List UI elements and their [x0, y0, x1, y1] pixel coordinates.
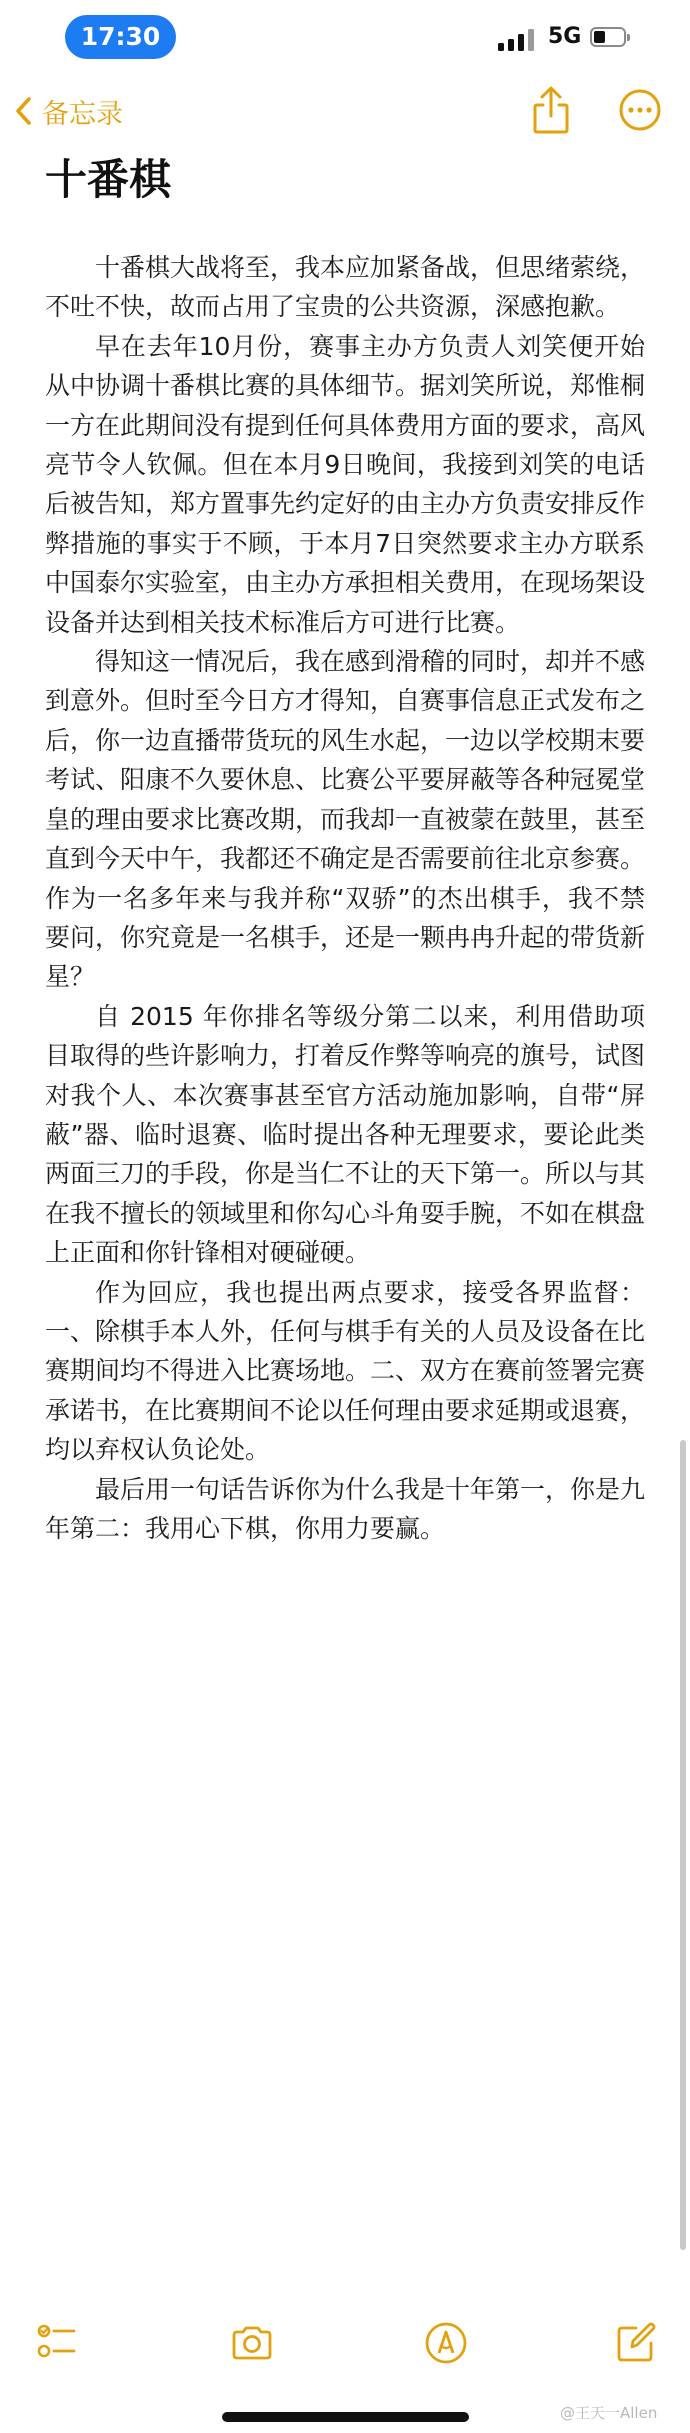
note-paragraph: 自 2015 年你排名等级分第二以来，利用借助项目取得的些许影响力，打着反作弊等响亮的旗号，试图对我个人、本次赛事甚至官方活动施加影响，自带“屏蔽”器、临时退赛、临时提出各种无理要求，要论此类两面三刀的手段，你是当仁不让的天下第一。所以与其在我不擅长的领域里和你勾心斗角耍手腕，不如在棋盘上正面和你针锋相对硬碰硬。: [45, 1001, 646, 1268]
markup-icon: [422, 2319, 470, 2367]
status-bar: [0, 0, 690, 75]
camera-button[interactable]: [228, 2319, 276, 2367]
note-paragraph: 最后用一句话告诉你为什么我是十年第一，你是九年第二：我用心下棋，你用力要赢。: [45, 1474, 646, 1543]
chevron-left-icon: [14, 96, 32, 126]
status-time[interactable]: 17:30: [65, 15, 176, 59]
camera-icon: [228, 2319, 276, 2367]
watermark: @王天一Allen: [560, 2404, 658, 2422]
cellular-signal-icon: [498, 27, 536, 51]
markup-button[interactable]: [422, 2319, 470, 2367]
note-title[interactable]: 十番棋: [45, 155, 172, 204]
more-icon: [618, 88, 662, 132]
scroll-indicator[interactable]: [680, 1440, 686, 2250]
bottom-toolbar: [0, 2315, 690, 2375]
note-paragraph: 早在去年10月份，赛事主办方负责人刘笑便开始从中协调十番棋比赛的具体细节。据刘笑所说，郑惟桐一方在此期间没有提到任何具体费用方面的要求，高风亮节令人钦佩。但在本月9日晚间，我接到刘笑的电话后被告知，郑方置事先约定好的由主办方负责安排反作弊措施的事实于不顾，于本月7日突然要求主办方联系中国泰尔实验室，由主办方承担相关费用，在现场架设设备并达到相关技术标准后方可进行比赛。: [45, 331, 646, 637]
share-icon: [528, 84, 574, 138]
compose-button[interactable]: [612, 2319, 660, 2367]
battery-icon: [590, 27, 632, 49]
share-button[interactable]: [528, 84, 574, 138]
more-button[interactable]: [618, 88, 662, 132]
note-body[interactable]: [45, 248, 645, 1548]
note-paragraph: 十番棋大战将至，我本应加紧备战，但思绪萦绕，不吐不快，故而占用了宝贵的公共资源，深感抱歉。: [45, 253, 646, 322]
network-type-label: 5G: [548, 24, 582, 49]
home-indicator[interactable]: [222, 2412, 469, 2422]
nav-bar: [0, 78, 690, 146]
note-paragraph: 作为回应，我也提出两点要求，接受各界监督：一、除棋手本人外，任何与棋手有关的人员及设备在比赛期间均不得进入比赛场地。二、双方在赛前签署完赛承诺书，在比赛期间不论以任何理由要求延期或退赛，均以弃权认负论处。: [45, 1277, 646, 1465]
checklist-icon: [34, 2319, 82, 2367]
back-button[interactable]: [14, 86, 123, 136]
compose-icon: [612, 2319, 660, 2367]
note-paragraph: 得知这一情况后，我在感到滑稽的同时，却并不感到意外。但时至今日方才得知，自赛事信息正式发布之后，你一边直播带货玩的风生水起，一边以学校期末要考试、阳康不久要休息、比赛公平要屏蔽等各种冠冕堂皇的理由要求比赛改期，而我却一直被蒙在鼓里，甚至直到今天中午，我都还不确定是否需要前往北京参赛。作为一名多年来与我并称“双骄”的杰出棋手，我不禁要问，你究竟是一名棋手，还是一颗冉冉升起的带货新星？: [45, 647, 646, 992]
checklist-button[interactable]: [34, 2319, 82, 2367]
back-label: 备忘录: [42, 98, 123, 130]
